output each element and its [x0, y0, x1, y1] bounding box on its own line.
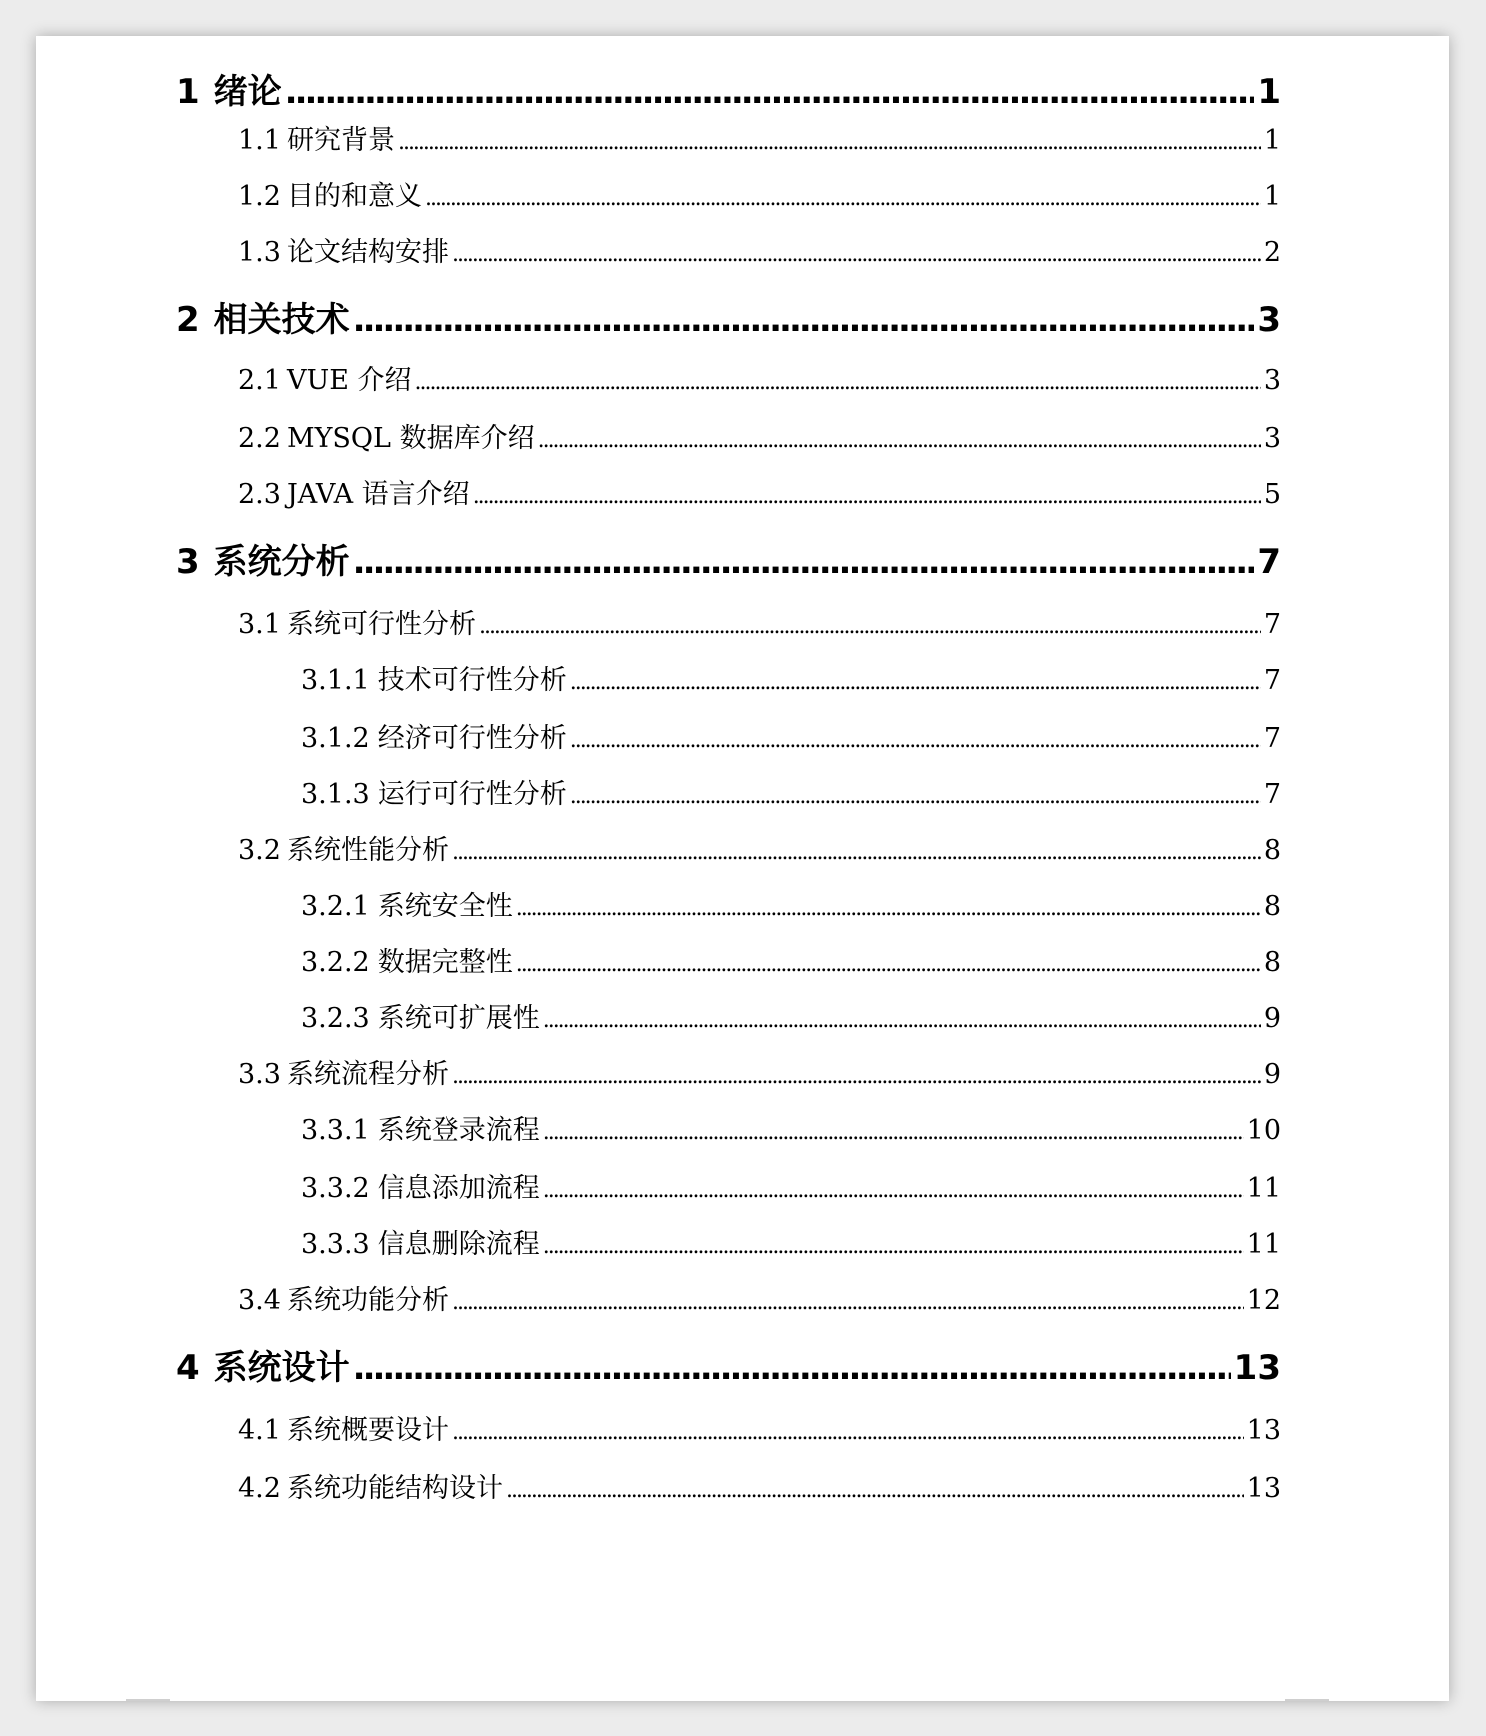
toc-entry-title: 信息删除流程 — [377, 1229, 540, 1260]
toc-entry-title: 经济可行性分析 — [377, 723, 567, 754]
toc-dot-leader — [570, 784, 1261, 809]
toc-entry-3-2-1[interactable] — [301, 884, 1281, 924]
toc-entry-2[interactable] — [176, 292, 1281, 342]
toc-entry-title: MYSQL 数据库介绍 — [286, 423, 535, 454]
toc-dot-leader — [570, 670, 1261, 695]
toc-dot-leader — [452, 242, 1261, 267]
toc-entry-3-2-3[interactable] — [301, 996, 1281, 1036]
toc-entry-3-1-1[interactable] — [301, 658, 1281, 698]
toc-dot-leader — [538, 428, 1261, 453]
toc-entry-3-1-2[interactable] — [301, 716, 1281, 756]
toc-entry-title: 系统功能分析 — [286, 1285, 449, 1316]
toc-entry-number: 3.1.3 — [301, 779, 370, 810]
toc-dot-leader — [570, 728, 1261, 753]
toc-entry-number: 3.2 — [238, 835, 281, 866]
toc-entry-number: 4.1 — [238, 1415, 281, 1446]
toc-dot-leader — [543, 1178, 1244, 1203]
toc-entry-number: 2.1 — [238, 365, 281, 396]
toc-entry-number: 3.2.1 — [301, 891, 370, 922]
toc-entry-title: 运行可行性分析 — [377, 779, 567, 810]
toc-entry-3-2-2[interactable] — [301, 940, 1281, 980]
toc-entry-title: 论文结构安排 — [286, 237, 449, 268]
document-page — [36, 36, 1449, 1701]
toc-entry-3-3-2[interactable] — [301, 1166, 1281, 1206]
toc-entry-number: 3.3.1 — [301, 1115, 370, 1146]
toc-entry-page: 9 — [1263, 1003, 1281, 1034]
toc-entry-page: 8 — [1263, 891, 1281, 922]
toc-dot-leader — [479, 614, 1261, 639]
toc-entry-1[interactable] — [176, 64, 1281, 114]
toc-entry-4[interactable] — [176, 1340, 1281, 1390]
toc-entry-title: 数据完整性 — [377, 947, 513, 978]
toc-entry-title: 系统可扩展性 — [377, 1003, 540, 1034]
toc-dot-leader — [353, 1348, 1231, 1388]
toc-entry-page: 1 — [1263, 181, 1281, 212]
toc-entry-title: 系统流程分析 — [286, 1059, 449, 1090]
toc-entry-page: 11 — [1246, 1173, 1281, 1204]
toc-entry-3-3[interactable] — [238, 1052, 1281, 1092]
toc-entry-number: 1.1 — [238, 125, 281, 156]
toc-entry-page: 13 — [1233, 1348, 1281, 1388]
toc-entry-page: 8 — [1263, 947, 1281, 978]
toc-entry-1-1[interactable] — [238, 118, 1281, 158]
toc-entry-number: 1.3 — [238, 237, 281, 268]
toc-entry-title: 目的和意义 — [286, 181, 422, 212]
toc-entry-title: 绪论 — [213, 72, 282, 112]
toc-dot-leader — [473, 484, 1261, 509]
toc-entry-number: 2.3 — [238, 479, 281, 510]
toc-entry-page: 3 — [1257, 300, 1281, 340]
page-corner-mark-right — [1285, 1699, 1329, 1701]
toc-dot-leader — [353, 542, 1255, 582]
toc-entry-page: 10 — [1246, 1115, 1281, 1146]
toc-entry-2-1[interactable] — [238, 358, 1281, 398]
toc-entry-1-3[interactable] — [238, 230, 1281, 270]
toc-entry-number: 2.2 — [238, 423, 281, 454]
page-corner-mark-left — [126, 1699, 170, 1701]
toc-dot-leader — [452, 1290, 1244, 1315]
toc-entry-number: 1.2 — [238, 181, 281, 212]
toc-dot-leader — [543, 1120, 1244, 1145]
toc-entry-title: 相关技术 — [213, 300, 350, 340]
toc-entry-title: 研究背景 — [286, 125, 395, 156]
toc-dot-leader — [543, 1234, 1244, 1259]
toc-dot-leader — [353, 300, 1255, 340]
toc-dot-leader — [506, 1478, 1244, 1503]
toc-entry-title: 系统登录流程 — [377, 1115, 540, 1146]
toc-entry-3-1-3[interactable] — [301, 772, 1281, 812]
toc-entry-page: 7 — [1263, 723, 1281, 754]
toc-entry-page: 7 — [1257, 542, 1281, 582]
toc-entry-page: 3 — [1263, 423, 1281, 454]
toc-entry-title: 系统功能结构设计 — [286, 1473, 503, 1504]
toc-entry-3-3-1[interactable] — [301, 1108, 1281, 1148]
toc-dot-leader — [516, 952, 1261, 977]
toc-dot-leader — [452, 1420, 1244, 1445]
toc-entry-number: 3.1.2 — [301, 723, 370, 754]
toc-entry-title: 系统安全性 — [377, 891, 513, 922]
toc-entry-number: 3.2.2 — [301, 947, 370, 978]
toc-entry-4-1[interactable] — [238, 1408, 1281, 1448]
toc-entry-title: 系统设计 — [213, 1348, 350, 1388]
toc-dot-leader — [398, 130, 1261, 155]
toc-entry-page: 11 — [1246, 1229, 1281, 1260]
toc-entry-number: 1 — [176, 72, 200, 112]
toc-dot-leader — [543, 1008, 1261, 1033]
toc-entry-page: 13 — [1246, 1415, 1281, 1446]
toc-entry-3-2[interactable] — [238, 828, 1281, 868]
toc-entry-2-2[interactable] — [238, 416, 1281, 456]
toc-entry-number: 3.1 — [238, 609, 281, 640]
toc-entry-number: 3.3.3 — [301, 1229, 370, 1260]
toc-entry-page: 9 — [1263, 1059, 1281, 1090]
toc-entry-page: 1 — [1263, 125, 1281, 156]
table-of-contents — [36, 36, 1449, 1701]
toc-entry-3[interactable] — [176, 534, 1281, 584]
toc-entry-number: 3.1.1 — [301, 665, 370, 696]
toc-entry-page: 7 — [1263, 665, 1281, 696]
toc-entry-page: 5 — [1263, 479, 1281, 510]
toc-entry-page: 3 — [1263, 365, 1281, 396]
toc-entry-number: 3.2.3 — [301, 1003, 370, 1034]
toc-entry-number: 3 — [176, 542, 200, 582]
toc-entry-title: 信息添加流程 — [377, 1173, 540, 1204]
toc-entry-number: 3.3.2 — [301, 1173, 370, 1204]
toc-entry-page: 8 — [1263, 835, 1281, 866]
toc-entry-2-3[interactable] — [238, 472, 1281, 512]
toc-entry-number: 3.3 — [238, 1059, 281, 1090]
toc-entry-3-4[interactable] — [238, 1278, 1281, 1318]
toc-entry-title: 系统性能分析 — [286, 835, 449, 866]
toc-entry-number: 4.2 — [238, 1473, 281, 1504]
toc-entry-page: 13 — [1246, 1473, 1281, 1504]
toc-dot-leader — [285, 72, 1255, 112]
toc-entry-page: 7 — [1263, 779, 1281, 810]
toc-entry-title: 系统概要设计 — [286, 1415, 449, 1446]
toc-dot-leader — [425, 186, 1261, 211]
toc-entry-number: 3.4 — [238, 1285, 281, 1316]
toc-dot-leader — [415, 370, 1261, 395]
toc-entry-title: 系统可行性分析 — [286, 609, 476, 640]
toc-entry-number: 2 — [176, 300, 200, 340]
toc-entry-title: JAVA 语言介绍 — [286, 479, 470, 510]
toc-entry-3-3-3[interactable] — [301, 1222, 1281, 1262]
toc-entry-4-2[interactable] — [238, 1466, 1281, 1506]
toc-entry-page: 7 — [1263, 609, 1281, 640]
toc-entry-page: 2 — [1263, 237, 1281, 268]
toc-entry-title: 技术可行性分析 — [377, 665, 567, 696]
toc-entry-3-1[interactable] — [238, 602, 1281, 642]
toc-entry-number: 4 — [176, 1348, 200, 1388]
toc-entry-page: 12 — [1246, 1285, 1281, 1316]
toc-entry-page: 1 — [1257, 72, 1281, 112]
toc-dot-leader — [516, 896, 1261, 921]
toc-entry-1-2[interactable] — [238, 174, 1281, 214]
toc-dot-leader — [452, 1064, 1261, 1089]
toc-entry-title: 系统分析 — [213, 542, 350, 582]
toc-dot-leader — [452, 840, 1261, 865]
toc-entry-title: VUE 介绍 — [286, 365, 412, 396]
